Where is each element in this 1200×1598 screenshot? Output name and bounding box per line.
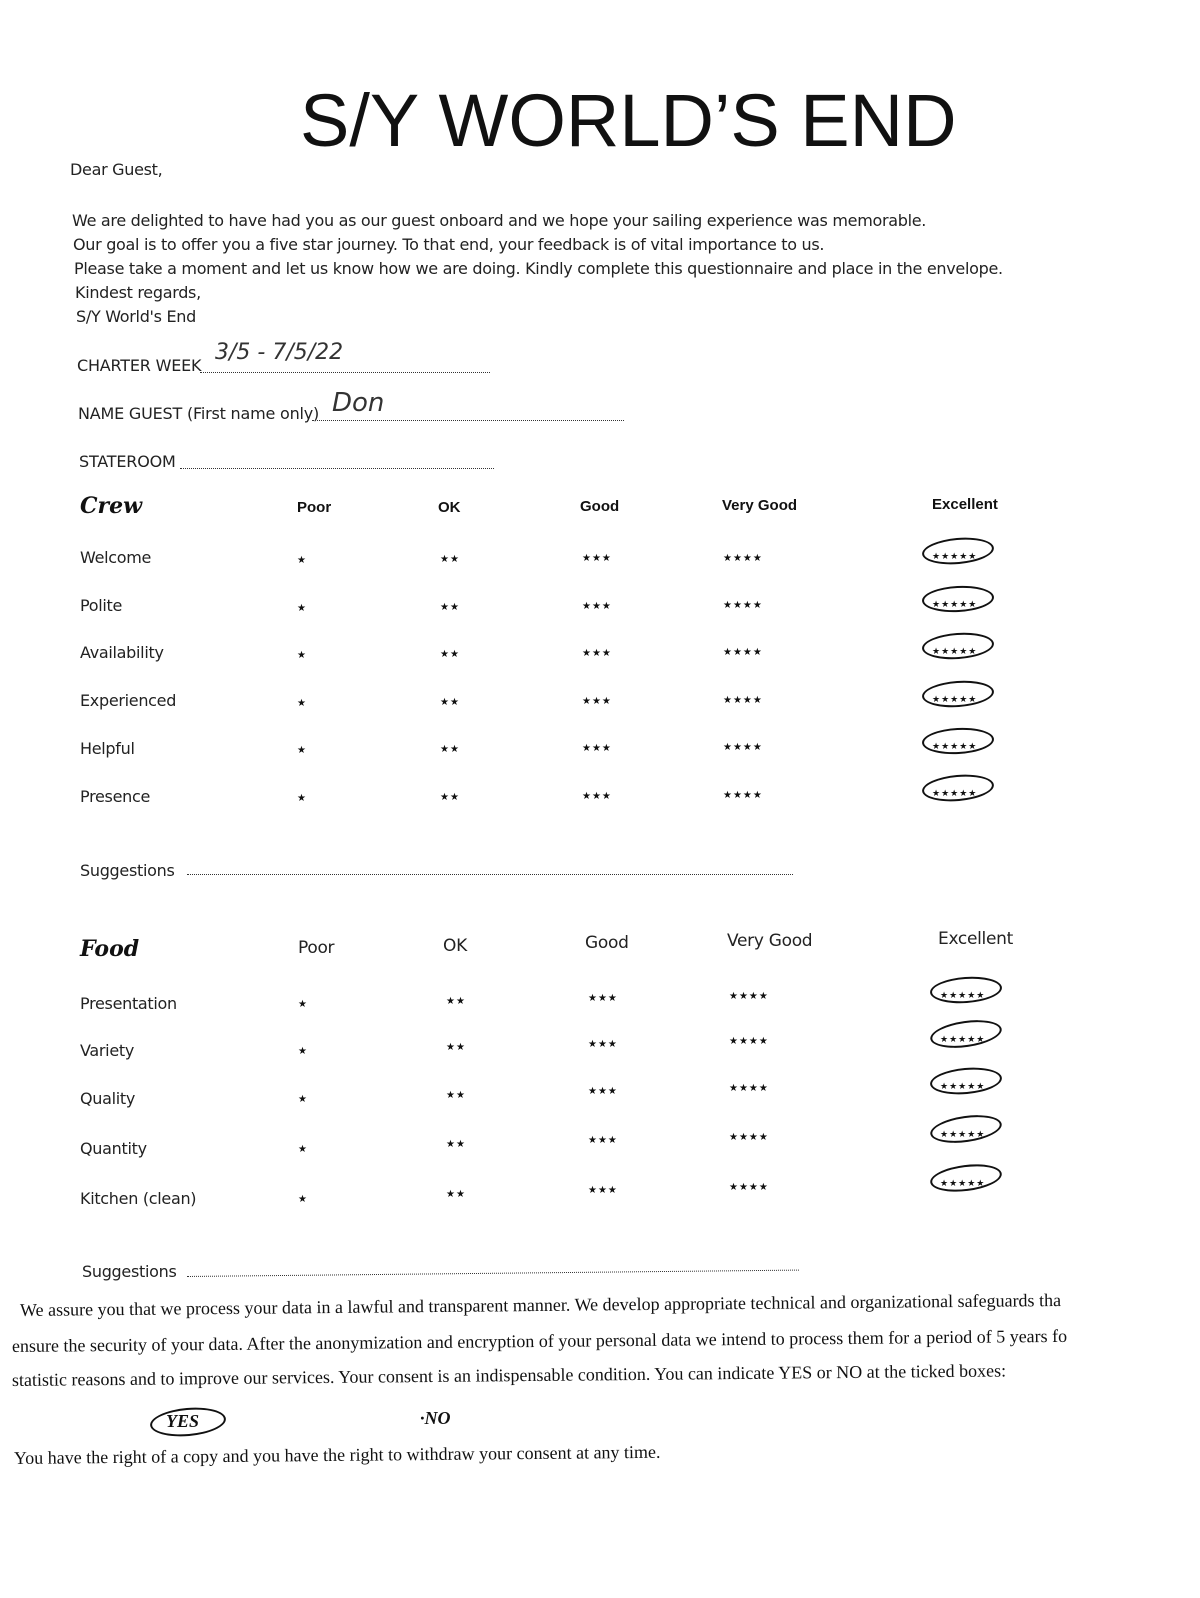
star-icons: ★★ (446, 1139, 466, 1150)
crew-rating-poor[interactable] (297, 788, 307, 806)
food-col-very-good: Very Good (727, 931, 813, 951)
intro-closing: Kindest regards, (75, 283, 201, 302)
food-rating-very-good[interactable] (729, 1031, 769, 1049)
food-rating-ok[interactable] (446, 1134, 466, 1152)
star-icons: ★★★★ (723, 790, 763, 801)
star-icons: ★ (298, 1144, 308, 1155)
food-row-label: Kitchen (clean) (80, 1189, 197, 1208)
star-icons: ★★★ (582, 696, 612, 707)
star-icons: ★ (297, 555, 307, 566)
selection-circle-mark (921, 772, 995, 804)
crew-rating-very-good[interactable] (723, 642, 763, 660)
selection-circle-mark (921, 584, 994, 614)
star-icons: ★★★★ (723, 600, 763, 611)
food-rating-poor[interactable] (298, 994, 308, 1012)
selection-circle-mark (921, 679, 995, 710)
selection-circle-mark (929, 1111, 1004, 1147)
star-icons: ★★ (440, 649, 460, 660)
star-icons: ★★ (446, 996, 466, 1007)
star-icons: ★ (297, 745, 307, 756)
food-rating-excellent[interactable] (940, 985, 985, 1003)
crew-rating-very-good[interactable] (723, 595, 763, 613)
food-rating-excellent[interactable] (940, 1076, 985, 1094)
intro-line-2: Our goal is to offer you a five star journey. To that end, your feedback is of vital importance to us. (73, 235, 825, 254)
consent-yes-option[interactable] (150, 1408, 226, 1436)
crew-suggestions-label: Suggestions (80, 861, 175, 880)
page-title: S/Y WORLD’S END (300, 79, 957, 162)
name-guest-line (312, 420, 624, 421)
food-rating-excellent[interactable] (940, 1029, 985, 1047)
food-rating-ok[interactable] (446, 991, 466, 1009)
star-icons: ★★ (440, 602, 460, 613)
crew-col-excellent: Excellent (932, 496, 998, 513)
food-rating-excellent[interactable] (940, 1124, 985, 1142)
star-icons: ★★★ (588, 993, 618, 1004)
consent-no-label: NO (424, 1408, 451, 1428)
crew-row-label: Presence (80, 787, 150, 806)
name-guest-value[interactable]: Don (332, 388, 385, 418)
consent-line-3: statistic reasons and to improve our services. Your consent is an indispensable condition. You can indicate YES or NO at the ticked boxes: (11, 1360, 1007, 1390)
food-rating-good[interactable] (588, 988, 618, 1006)
selection-circle-mark (929, 1161, 1004, 1196)
crew-rating-very-good[interactable] (723, 690, 763, 708)
charter-week-label: CHARTER WEEK (77, 356, 202, 375)
star-icons: ★★ (446, 1090, 466, 1101)
star-icons: ★★★★★ (932, 600, 978, 610)
crew-rating-very-good[interactable] (723, 785, 763, 803)
consent-line-2: ensure the security of your data. After the anonymization and encryption of your personal data we intend to process them for a period of 5 years fo (11, 1325, 1068, 1356)
food-rating-very-good[interactable] (729, 1078, 769, 1096)
star-icons: ★★★★★ (940, 1179, 986, 1189)
star-icons: ★ (298, 999, 308, 1010)
star-icons: ★★ (440, 744, 460, 755)
food-rating-poor[interactable] (298, 1089, 308, 1107)
food-col-excellent: Excellent (938, 929, 1013, 949)
crew-suggestions-line[interactable] (187, 874, 793, 875)
food-rating-very-good[interactable] (729, 986, 769, 1004)
crew-col-ok: OK (438, 499, 461, 516)
crew-rating-good[interactable] (582, 738, 612, 756)
food-col-poor: Poor (298, 938, 335, 958)
selection-circle-mark (921, 631, 995, 662)
star-icons: ★★★★ (729, 1083, 769, 1094)
food-rating-ok[interactable] (446, 1184, 466, 1202)
crew-row-label: Helpful (80, 739, 135, 758)
selection-circle-mark (929, 1016, 1004, 1052)
star-icons: ★ (298, 1094, 308, 1105)
food-rating-good[interactable] (588, 1130, 618, 1148)
star-icons: ★★★★★ (932, 695, 978, 705)
food-row-label: Quantity (80, 1139, 147, 1158)
star-icons: ★★ (440, 792, 460, 803)
crew-rating-excellent[interactable] (932, 783, 977, 801)
crew-rating-poor[interactable] (297, 550, 307, 568)
food-col-ok: OK (443, 936, 467, 956)
crew-row-label: Welcome (80, 548, 152, 567)
crew-rating-poor[interactable] (297, 740, 307, 758)
star-icons: ★ (298, 1046, 308, 1057)
selection-circle-mark (929, 975, 1003, 1006)
intro-line-3: Please take a moment and let us know how we are doing. Kindly complete this questionnaire and place in the envelope. (74, 259, 1003, 278)
crew-rating-ok[interactable] (440, 597, 460, 615)
crew-row-label: Polite (80, 596, 123, 615)
crew-rating-good[interactable] (582, 691, 612, 709)
charter-week-line (200, 372, 490, 373)
crew-rating-good[interactable] (582, 786, 612, 804)
crew-rating-excellent[interactable] (932, 546, 977, 564)
food-row-label: Variety (80, 1041, 135, 1060)
crew-rating-good[interactable] (582, 643, 612, 661)
crew-rating-excellent[interactable] (932, 689, 977, 707)
stateroom-line (180, 468, 494, 469)
star-icons: ★★★★ (723, 553, 763, 564)
star-icons: ★★★★★ (940, 991, 986, 1001)
consent-no-option[interactable] (420, 1408, 451, 1429)
food-rating-very-good[interactable] (729, 1127, 769, 1145)
food-section-title: Food (80, 936, 140, 962)
consent-line-1: We assure you that we process your data in a lawful and transparent manner. We develop appropriate technical and organizational safeguards tha (19, 1290, 1062, 1320)
name-guest-label: NAME GUEST (First name only) (78, 404, 320, 423)
star-icons: ★★ (440, 554, 460, 565)
star-icons: ★★★ (582, 553, 612, 564)
crew-rating-ok[interactable] (440, 787, 460, 805)
star-icons: ★★★★ (729, 1132, 769, 1143)
food-rating-good[interactable] (588, 1180, 618, 1198)
food-rating-good[interactable] (588, 1034, 618, 1052)
star-icons: ★★★★★ (932, 647, 978, 657)
charter-week-value[interactable]: 3/5 - 7/5/22 (215, 340, 344, 365)
crew-rating-poor[interactable] (297, 598, 307, 616)
star-icons: ★ (297, 793, 307, 804)
food-rating-ok[interactable] (446, 1037, 466, 1055)
selection-circle-mark (929, 1065, 1003, 1097)
crew-rating-poor[interactable] (297, 693, 307, 711)
crew-row-label: Experienced (80, 691, 177, 710)
star-icons: ★★★ (588, 1185, 618, 1196)
crew-section-title: Crew (80, 493, 143, 519)
star-icons: ★★★★ (729, 991, 769, 1002)
food-suggestions-label: Suggestions (82, 1262, 177, 1281)
greeting: Dear Guest, (70, 160, 163, 179)
star-icons: ★★ (446, 1042, 466, 1053)
star-icons: ★ (297, 698, 307, 709)
food-rating-good[interactable] (588, 1081, 618, 1099)
food-rating-ok[interactable] (446, 1085, 466, 1103)
crew-rating-excellent[interactable] (932, 736, 977, 754)
stateroom-label: STATEROOM (79, 452, 176, 471)
food-row-label: Presentation (80, 994, 177, 1013)
star-icons: ★★★★★ (940, 1130, 986, 1140)
crew-rating-ok[interactable] (440, 692, 460, 710)
star-icons: ★★ (446, 1189, 466, 1200)
food-row-label: Quality (80, 1089, 136, 1108)
star-icons: ★★★ (588, 1039, 618, 1050)
food-rating-very-good[interactable] (729, 1177, 769, 1195)
star-icons: ★★★★ (723, 647, 763, 658)
food-rating-poor[interactable] (298, 1041, 308, 1059)
crew-col-poor: Poor (297, 499, 332, 516)
crew-rating-very-good[interactable] (723, 548, 763, 566)
star-icons: ★★★★★ (932, 742, 978, 752)
intro-line-1: We are delighted to have had you as our guest onboard and we hope your sailing experience was memorable. (72, 211, 927, 230)
crew-rating-ok[interactable] (440, 739, 460, 757)
crew-rating-good[interactable] (582, 596, 612, 614)
star-icons: ★ (298, 1194, 308, 1205)
star-icons: ★★★ (588, 1086, 618, 1097)
crew-rating-very-good[interactable] (723, 737, 763, 755)
consent-no-bullet: · (420, 1408, 425, 1428)
food-rating-poor[interactable] (298, 1189, 308, 1207)
star-icons: ★★★★★ (940, 1035, 986, 1045)
star-icons: ★★ (440, 697, 460, 708)
star-icons: ★★★★ (729, 1036, 769, 1047)
star-icons: ★★★★★ (932, 789, 978, 799)
intro-signature: S/Y World's End (76, 307, 196, 326)
star-icons: ★★★ (582, 648, 612, 659)
star-icons: ★ (297, 603, 307, 614)
consent-yes-label: YES (166, 1411, 200, 1431)
consent-footer: You have the right of a copy and you have the right to withdraw your consent at any time. (13, 1441, 661, 1468)
food-suggestions-line[interactable] (187, 1270, 799, 1277)
food-rating-poor[interactable] (298, 1139, 308, 1157)
selection-circle-mark (921, 726, 994, 756)
crew-col-good: Good (580, 498, 620, 515)
food-rating-excellent[interactable] (940, 1173, 985, 1191)
star-icons: ★★★★★ (940, 1082, 986, 1092)
star-icons: ★★★ (582, 601, 612, 612)
crew-col-very-good: Very Good (722, 497, 798, 514)
star-icons: ★ (297, 650, 307, 661)
crew-rating-excellent[interactable] (932, 641, 977, 659)
selection-circle-mark (921, 535, 995, 567)
star-icons: ★★★★ (729, 1182, 769, 1193)
crew-rating-good[interactable] (582, 548, 612, 566)
crew-rating-poor[interactable] (297, 645, 307, 663)
star-icons: ★★★ (582, 743, 612, 754)
crew-rating-excellent[interactable] (932, 594, 977, 612)
crew-rating-ok[interactable] (440, 644, 460, 662)
crew-row-label: Availability (80, 643, 164, 662)
star-icons: ★★★ (582, 791, 612, 802)
star-icons: ★★★★ (723, 695, 763, 706)
crew-rating-ok[interactable] (440, 549, 460, 567)
star-icons: ★★★ (588, 1135, 618, 1146)
star-icons: ★★★★ (723, 742, 763, 753)
food-col-good: Good (585, 933, 629, 953)
star-icons: ★★★★★ (932, 552, 978, 562)
